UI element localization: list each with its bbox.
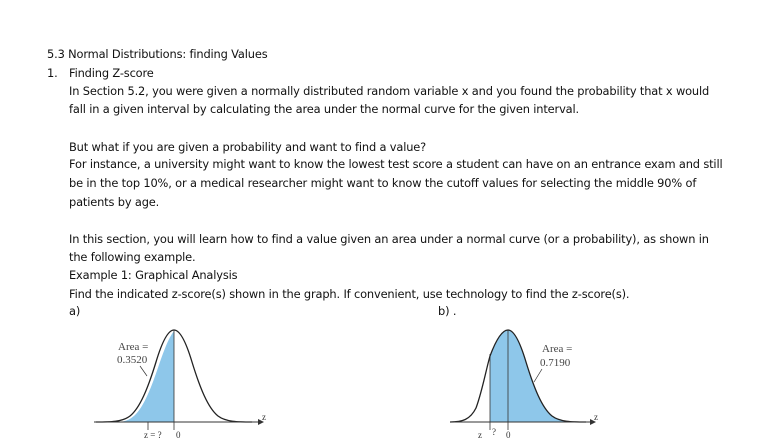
figure-b-axis-label: z bbox=[594, 412, 598, 422]
figure-b-zero-label: 0 bbox=[506, 430, 511, 440]
question-line: But what if you are given a probability and want to find a value? bbox=[69, 140, 427, 154]
figure-b-normal-curve bbox=[450, 318, 610, 441]
figure-b-area-label: Area = bbox=[542, 343, 573, 355]
intro-line-1: In Section 5.2, you were given a normally distributed random variable x and you found the probability that x would bbox=[69, 84, 710, 98]
part-b-label: b) . bbox=[438, 304, 457, 318]
list-item-number: 1. bbox=[47, 66, 58, 80]
figure-b-z-label: z bbox=[478, 430, 482, 440]
example-instruction: Find the indicated z-score(s) shown in the graph. If convenient, use technology to find the z-score(s). bbox=[69, 287, 630, 301]
figure-a-axis-label: z bbox=[262, 412, 266, 422]
instance-line-2: be in the top 10%, or a medical researcher might want to know the cutoff values for selecting the middle 90% of bbox=[69, 176, 697, 190]
part-a-label: a) bbox=[69, 304, 81, 318]
figure-a-pointer bbox=[140, 366, 147, 376]
intro-line-2: fall in a given interval by calculating the area under the normal curve for the given interval. bbox=[69, 102, 579, 116]
section-heading: 5.3 Normal Distributions: finding Values bbox=[47, 47, 268, 61]
figure-a-area-label: Area = bbox=[118, 341, 149, 353]
figure-a-normal-curve bbox=[90, 318, 280, 441]
instance-line-1: For instance, a university might want to know the lowest test score a student can have on an entrance exam and still bbox=[69, 157, 723, 171]
figure-a-z-label: z = ? bbox=[144, 430, 162, 440]
list-item-title: Finding Z-score bbox=[69, 66, 154, 80]
section-line-2: the following example. bbox=[69, 250, 196, 264]
figure-a-zero-label: 0 bbox=[176, 430, 181, 440]
section-line-1: In this section, you will learn how to find a value given an area under a normal curve (or a probability), as shown in bbox=[69, 232, 709, 246]
figure-b-question-label: ? bbox=[492, 427, 496, 437]
instance-line-3: patients by age. bbox=[69, 195, 160, 209]
example-title: Example 1: Graphical Analysis bbox=[69, 268, 238, 282]
figure-b-area-value: 0.7190 bbox=[540, 357, 571, 369]
figure-b-pointer bbox=[534, 369, 542, 382]
figure-a-area-value: 0.3520 bbox=[117, 354, 148, 366]
